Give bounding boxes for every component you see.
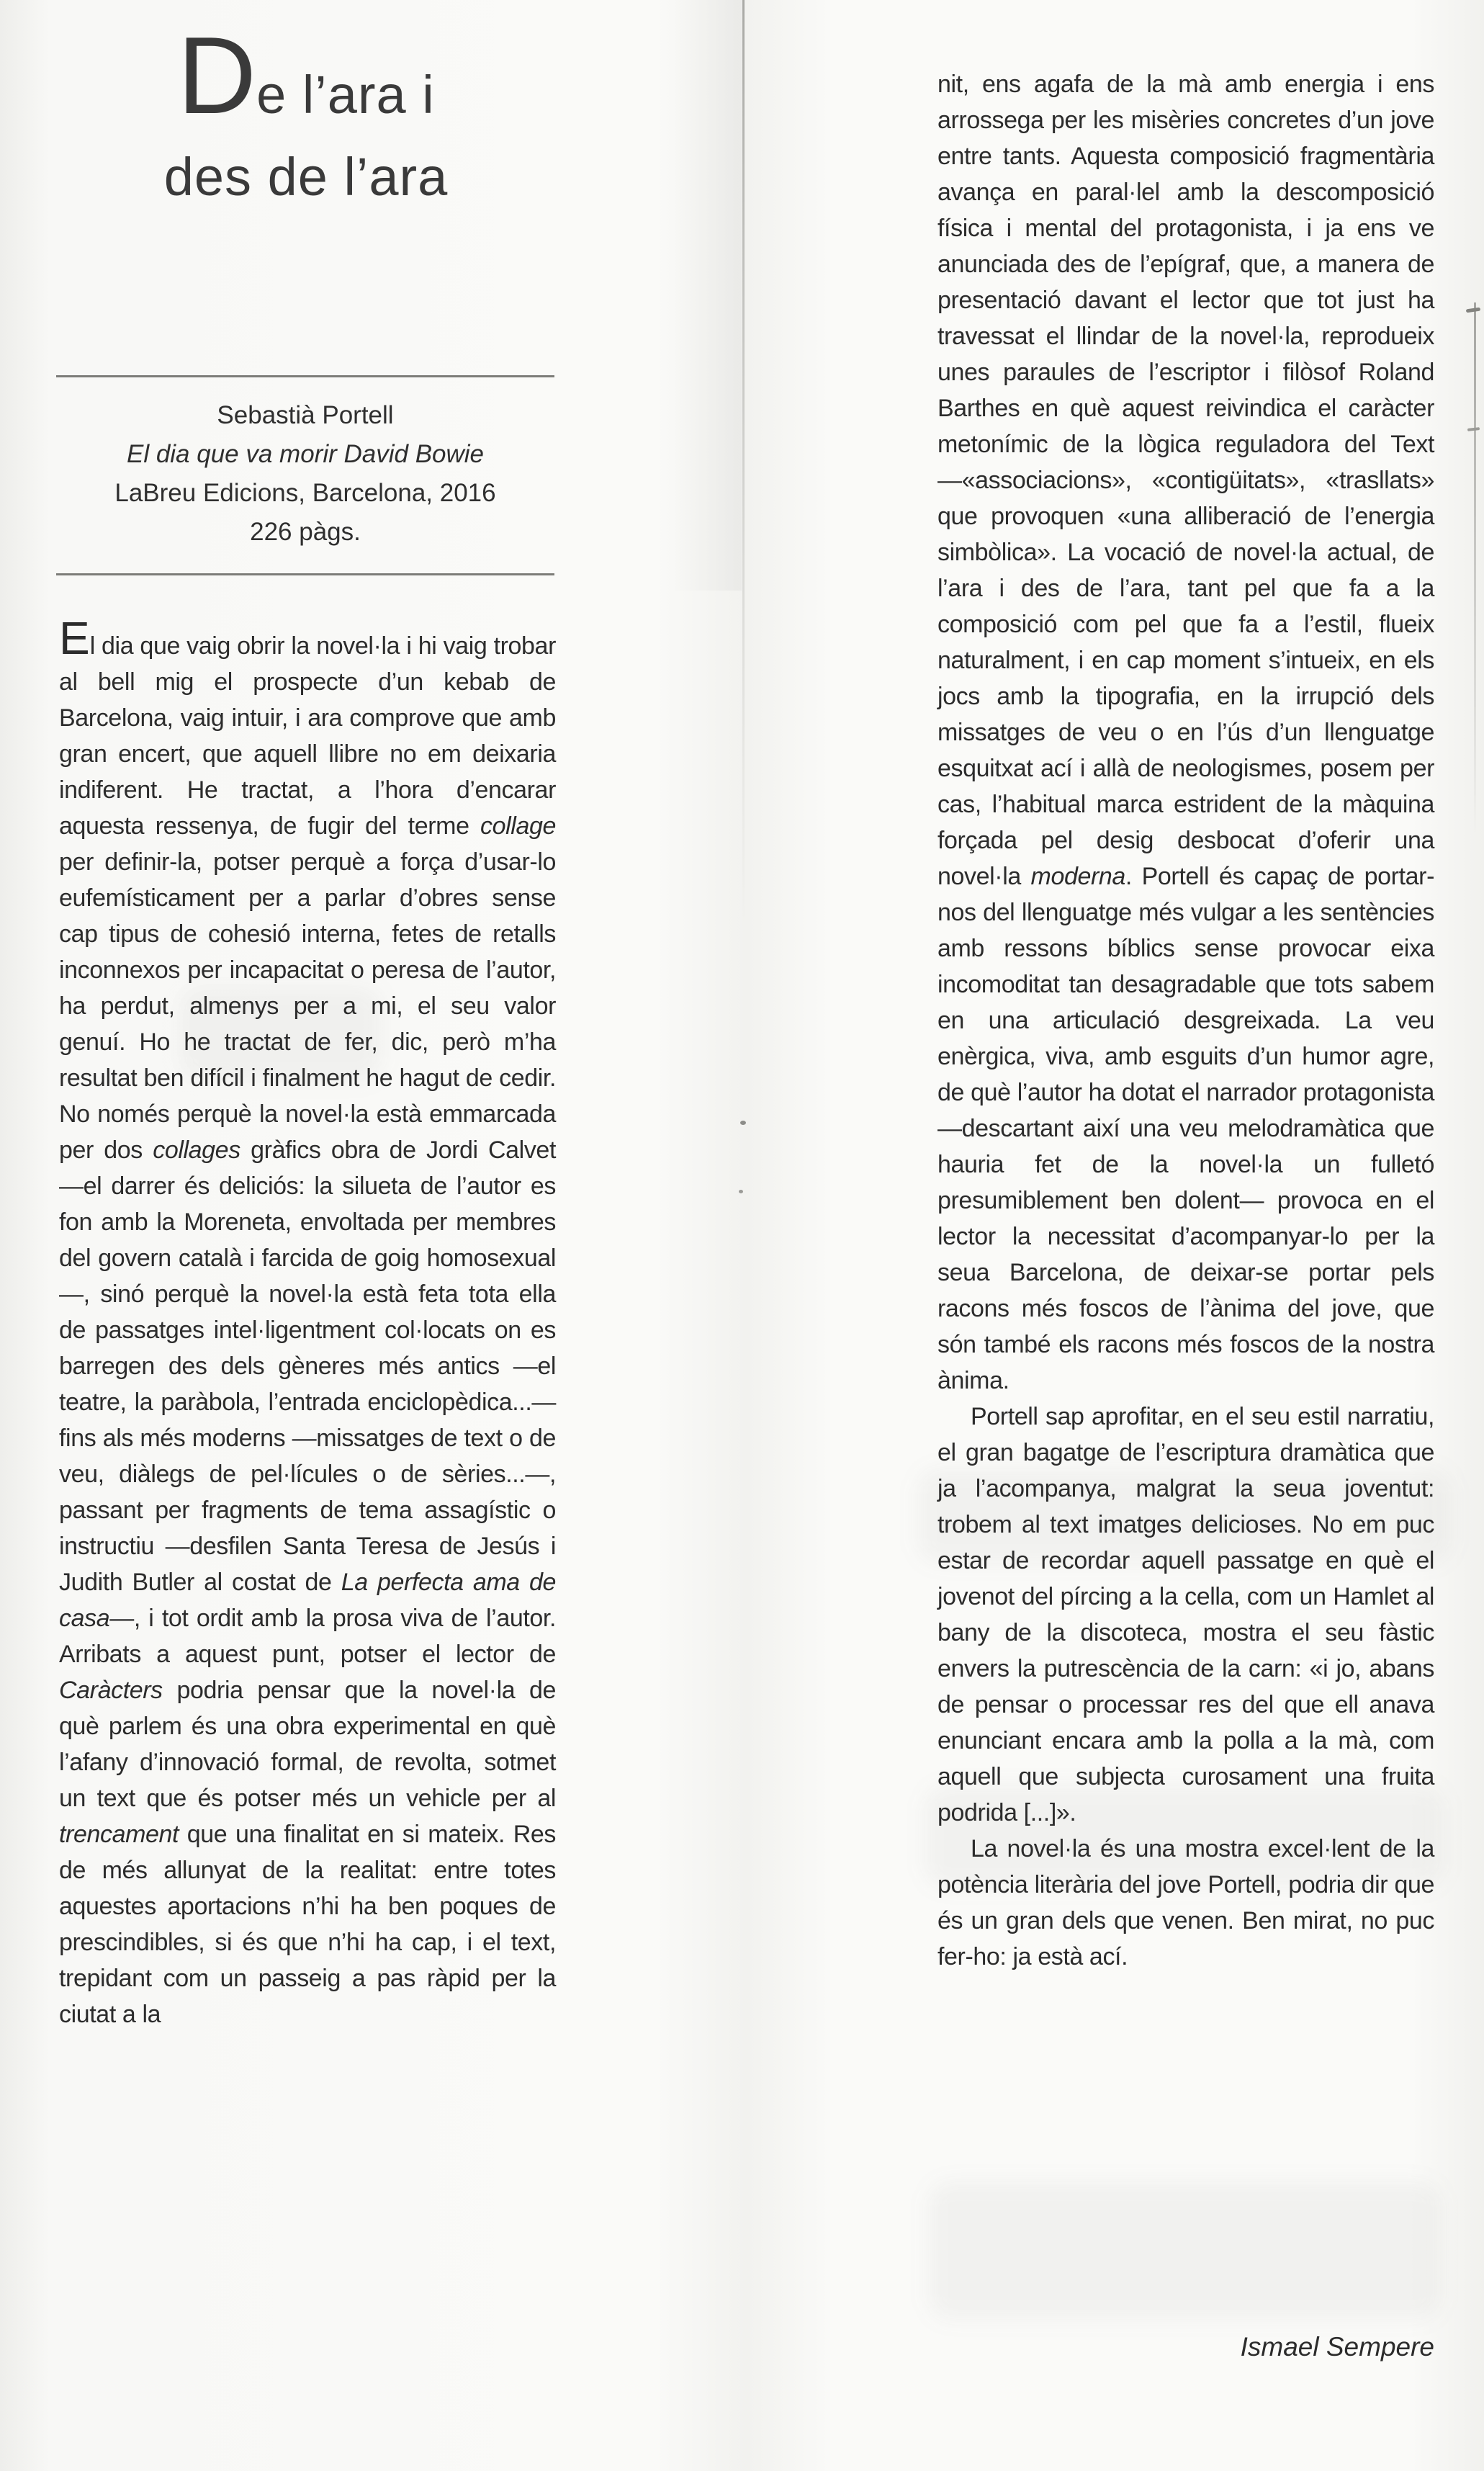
paragraph: La novel·la és una mostra excel·lent de la potència literària del jove Portell, podria dir que és un gran dels que venen. Ben mirat, no puc fer-ho: ja està ací.	[937, 1835, 1434, 1970]
review-title	[58, 14, 554, 207]
scan-artifact	[740, 1121, 746, 1125]
citation-book-title: El dia que va morir David Bowie	[126, 440, 485, 468]
drop-cap: E	[59, 612, 90, 664]
title-line-1	[58, 14, 554, 149]
scan-artifact	[1467, 427, 1480, 431]
paragraph: El dia que vaig obrir la novel·la i hi vaig trobar al bell mig el prospecte d’un kebab de Barcelona, vaig intuir, i ara comprove que amb gran encert, que aquell llibre no em deixaria indiferent. He tractat, a l’hora d’encarar aquesta ressenya, de fugir del terme collage per definir-la, potser perquè a força d’usar-lo eufemísticament per a parlar d’obres sense cap tipus de cohesió interna, fetes de retalls inconnexos per incapacitat o peresa de l’autor, ha perdut, almenys per a mi, el seu valor genuí. Ho he tractat de fer, dic, però m’ha resultat ben difícil i finalment he hagut de cedir. No només perquè la novel·la està emmarcada per dos collages gràfics obra de Jordi Calvet —el darrer és deliciós: la silueta de l’autor es fon amb la Moreneta, envoltada per membres del govern català i farcida de goig homosexual—, sinó perquè la novel·la està feta tota ella de passatges intel·ligentment col·locats on es barregen des dels gèneres més antics —el teatre, la paràbola, l’entrada enciclopèdica...— fins als més moderns —missatges de text o de veu, diàlegs de pel·lícules o de sèries...—, passant per fragments de tema assagístic o instructiu —desfilen Santa Teresa de Jesús i Judith Butler al costat de La perfecta ama de casa—, i tot ordit amb la prosa viva de l’autor. Arribats a aquest punt, potser el lector de Caràcters podria pensar que la novel·la de què parlem és una obra experimental en què l’afany d’innovació formal, de revolta, sotmet un text que és potser més un vehicle per al trencament que una finalitat en si mateix. Res de més allunyat de la realitat: entre totes aquestes aportacions n’hi ha ben poques de prescindibles, si és que n’hi ha cap, i el text, trepidant com un passeig a pas ràpid per la ciutat a la	[59, 612, 556, 2028]
citation-pages: 226 pàgs.	[250, 518, 361, 546]
paragraph: nit, ens agafa de la mà amb energia i ens arrossega per les misèries concretes d’un jove entre tants. Aquesta composició fragmentària avança en paral·lel amb la descomposició física i mental del protagonista, i ja ens ve anunciada des de l’epígraf, que, a manera de presentació davant el lector que tot just ha travessat el llindar de la novel·la, reprodueix unes paraules de l’escriptor i filòsof Roland Barthes en què aquest reivindica el caràcter metonímic de la lògica reguladora del Text —«associacions», «contigüitats», «trasllats» que provoquen «una alliberació de l’energia simbòlica». La vocació de novel·la actual, de l’ara i des de l’ara, tant pel que fa a la composició com pel que fa a l’estil, flueix naturalment, i en cap moment s’intueix, en els jocs amb la tipografia, en la irrupció dels missatges de veu o en l’ús d’un llenguatge esquitxat ací i allà de neologismes, posem per cas, l’habitual marca estrident de la màquina forçada pel desig desbocat d’oferir una novel·la moderna. Portell és capaç de portar-nos del llenguatge més vulgar a les sentències amb ressons bíblics sense provocar eixa incomoditat tan desagradable que tots sabem en una articulació desgreixada. La veu enèrgica, viva, amb esguits d’un humor agre, de què l’autor ha dotat el narrador protagonista —descartant així una veu melodramàtica que hauria fet de la novel·la un fulletó presumiblement ben dolent— provoca en el lector la necessitat d’acompanyar-lo per la seua Barcelona, de deixar-se portar pels racons més foscos de l’ànima del jove, que són també els racons més foscos de la nostra ànima.	[937, 71, 1435, 1394]
reviewer-signature: Ismael Sempere	[1240, 2332, 1434, 2362]
title-drop-cap: D	[177, 14, 257, 137]
page-fold-shade	[670, 0, 742, 591]
scan-artifact	[1466, 308, 1481, 313]
left-column	[59, 612, 556, 2032]
page-edge-shadow	[1474, 302, 1476, 835]
right-column	[937, 66, 1434, 1975]
scan-exposure-band	[929, 2182, 1440, 2319]
page-fold-line	[742, 0, 745, 929]
title-line-1-text: e l’ara i	[256, 65, 435, 125]
paragraph: Portell sap aprofitar, en el seu estil narratiu, el gran bagatge de l’escriptura dramàtica que ja l’acompanya, malgrat la seua joventut: trobem al text imatges delicioses. No em puc estar de recordar aquell passatge en què el jovenot del pírcing a la cella, com un Hamlet al bany de la discoteca, mostra el seu fàstic envers la putrescència de la carn: «i jo, abans de pensar o processar res del que ell anava enunciant encara amb la polla a la mà, com aquell que subjecta curosament una fruita podrida [...]».	[937, 1403, 1434, 1826]
citation-block	[56, 375, 554, 575]
citation-publisher: LaBreu Edicions, Barcelona, 2016	[114, 479, 496, 507]
title-line-2: des de l’ara	[163, 147, 449, 207]
scan-artifact	[739, 1190, 743, 1193]
citation-author: Sebastià Portell	[217, 401, 394, 429]
